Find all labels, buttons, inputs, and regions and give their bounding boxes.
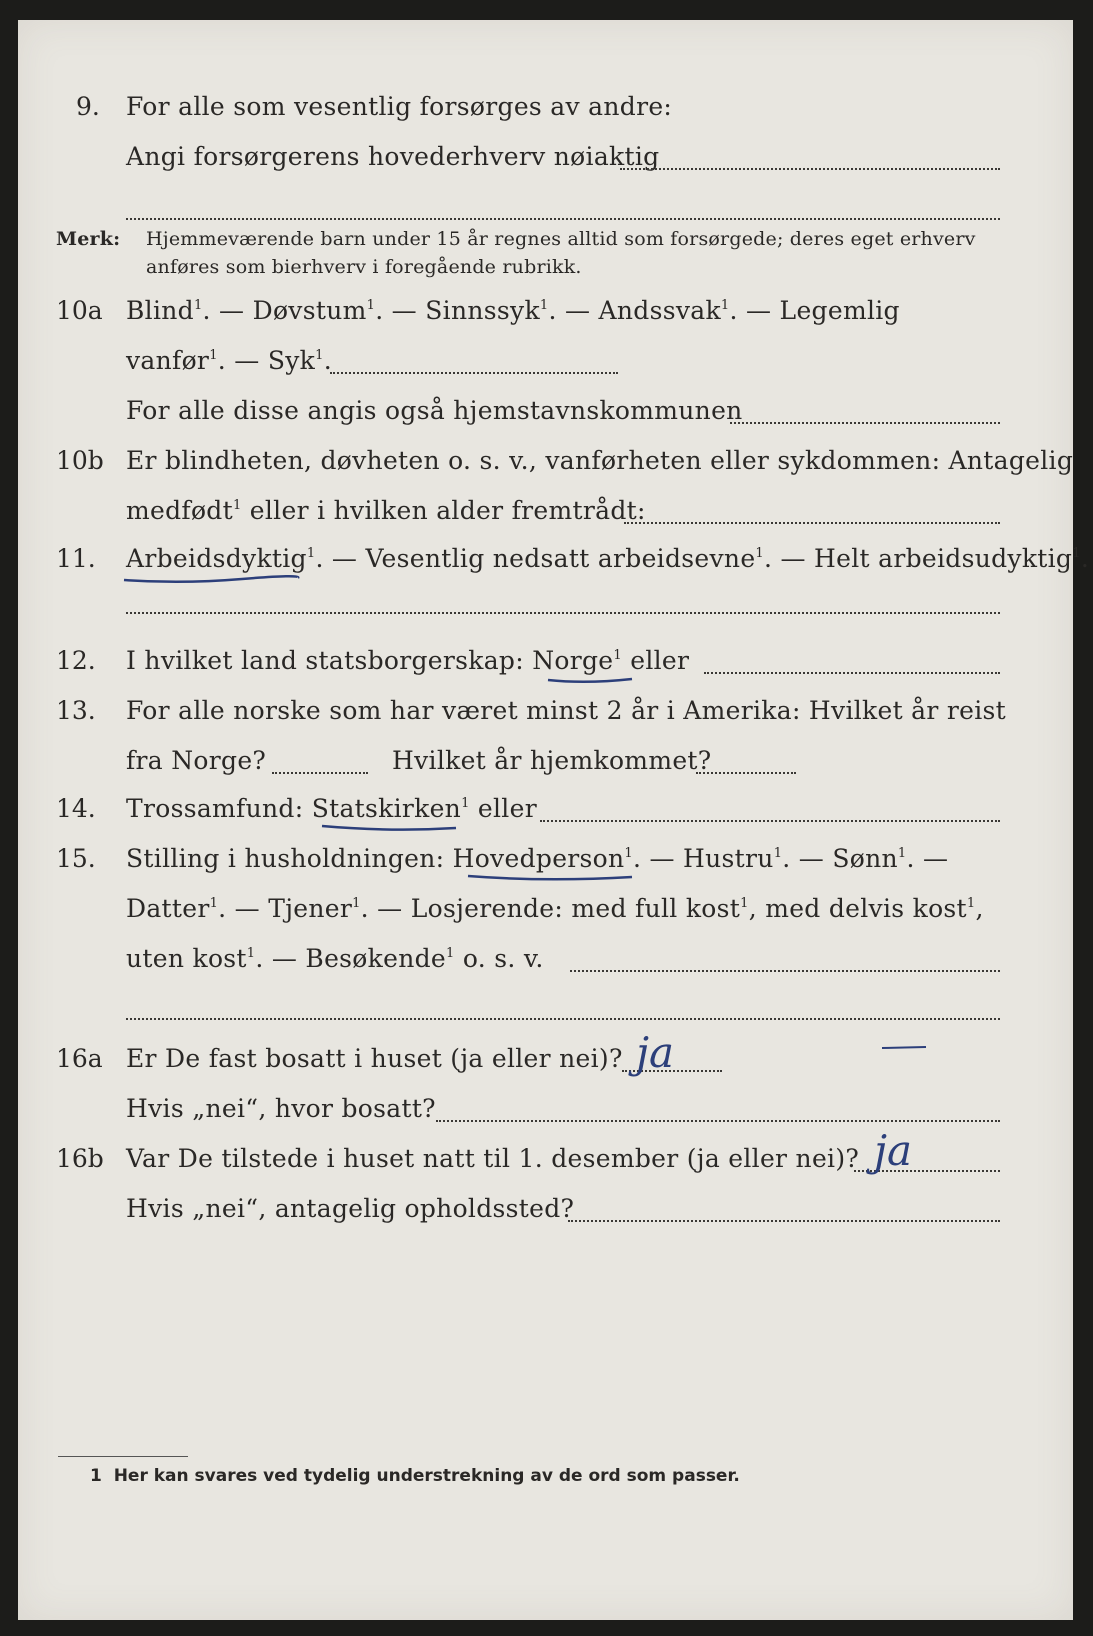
item-11-number: 11. <box>56 544 96 573</box>
item-11-answer-field[interactable] <box>126 612 1000 614</box>
item-16a-text: Er De fast bosatt i huset (ja eller nei)? <box>126 1044 623 1073</box>
item-10b-text-2: medfødt$^1$ eller i hvilken alder fremtrådt: <box>126 496 646 525</box>
item-16b-answer-field-2[interactable] <box>568 1220 1000 1222</box>
note-text-1: Hjemmeværende barn under 15 år regnes alltid som forsørgede; deres eget erhverv <box>146 228 976 250</box>
footnote-rule <box>58 1456 188 1457</box>
item-14-text: Trossamfund: Statskirken$^1$ eller <box>126 794 537 823</box>
item-14-number: 14. <box>56 794 96 823</box>
item-12-text: I hvilket land statsborgerskap: Norge$^1$ eller <box>126 646 690 675</box>
footnote-text: 1 Her kan svares ved tydelig understrekning av de ord som passer. <box>90 1466 740 1486</box>
item-12-answer-field[interactable] <box>704 672 1000 674</box>
item-16a-answer-field-2[interactable] <box>436 1120 1000 1122</box>
item-10b-text: Er blindheten, døvheten o. s. v., vanførheten eller sykdommen: Antagelig <box>126 446 1074 475</box>
item-10a-answer-field-2[interactable] <box>730 422 1000 424</box>
item-10a-answer-field[interactable] <box>330 372 618 374</box>
item-10a-number: 10a <box>56 296 103 325</box>
item-11-handwritten-underline <box>122 572 302 586</box>
item-16b-text-2: Hvis „nei“, antagelig opholdssted? <box>126 1194 575 1223</box>
item-10b-answer-field[interactable] <box>624 522 1000 524</box>
item-10a-text-2: vanfør$^1$. — Syk$^1$. <box>126 346 332 375</box>
item-15-text: Stilling i husholdningen: Hovedperson$^1$. — Hustru$^1$. — Sønn$^1$. — <box>126 844 949 873</box>
item-10a-text: Blind$^1$. — Døvstum$^1$. — Sinnssyk$^1$. — Andssvak$^1$. — Legemlig <box>126 296 900 325</box>
item-16b-text: Var De tilstede i huset natt til 1. desember (ja eller nei)? <box>126 1144 860 1173</box>
item-14-handwritten-underline <box>320 822 460 834</box>
item-9-answer-field[interactable] <box>620 168 1000 170</box>
note-label: Merk: <box>56 228 121 250</box>
item-9-number: 9. <box>76 92 100 121</box>
item-13-text-3: Hvilket år hjemkommet? <box>392 746 712 775</box>
item-9-text-2: Angi forsørgerens hovederhverv nøiaktig <box>126 142 660 171</box>
item-16a-number: 16a <box>56 1044 103 1073</box>
item-14-answer-field[interactable] <box>540 820 1000 822</box>
item-12-handwritten-underline <box>546 674 636 686</box>
item-11-text: Arbeidsdyktig$^1$. — Vesentlig nedsatt arbeidsevne$^1$. — Helt arbeidsudyktig$^1$. <box>126 544 1090 573</box>
item-13-number: 13. <box>56 696 96 725</box>
item-15-text-3: uten kost$^1$. — Besøkende$^1$ o. s. v. <box>126 944 544 973</box>
item-16a-text-2: Hvis „nei“, hvor bosatt? <box>126 1094 436 1123</box>
item-16a-handwritten-dash <box>880 1044 930 1052</box>
item-13-text: For alle norske som har været minst 2 år i Amerika: Hvilket år reist <box>126 696 1007 725</box>
item-15-answer-field[interactable] <box>570 970 1000 972</box>
item-15-text-2: Datter$^1$. — Tjener$^1$. — Losjerende: med full kost$^1$, med delvis kost$^1$, <box>126 894 984 923</box>
item-9-text: For alle som vesentlig forsørges av andre: <box>126 92 673 121</box>
item-13-answer-field-2[interactable] <box>696 772 796 774</box>
census-form-page <box>18 20 1090 1620</box>
item-9-answer-field-2[interactable] <box>126 218 1000 220</box>
item-15-number: 15. <box>56 844 96 873</box>
item-12-number: 12. <box>56 646 96 675</box>
item-16b-handwritten-answer: ja <box>874 1126 913 1175</box>
note-text-2: anføres som bierhverv i foregående rubrikk. <box>146 256 582 278</box>
item-15-answer-field-2[interactable] <box>126 1018 1000 1020</box>
item-13-answer-field-1[interactable] <box>272 772 368 774</box>
item-15-handwritten-underline <box>466 872 636 884</box>
item-10b-number: 10b <box>56 446 104 475</box>
item-13-text-2: fra Norge? <box>126 746 267 775</box>
item-10a-text-3: For alle disse angis også hjemstavnskommunen <box>126 396 743 425</box>
item-16b-number: 16b <box>56 1144 104 1173</box>
item-16a-handwritten-answer: ja <box>636 1028 675 1077</box>
